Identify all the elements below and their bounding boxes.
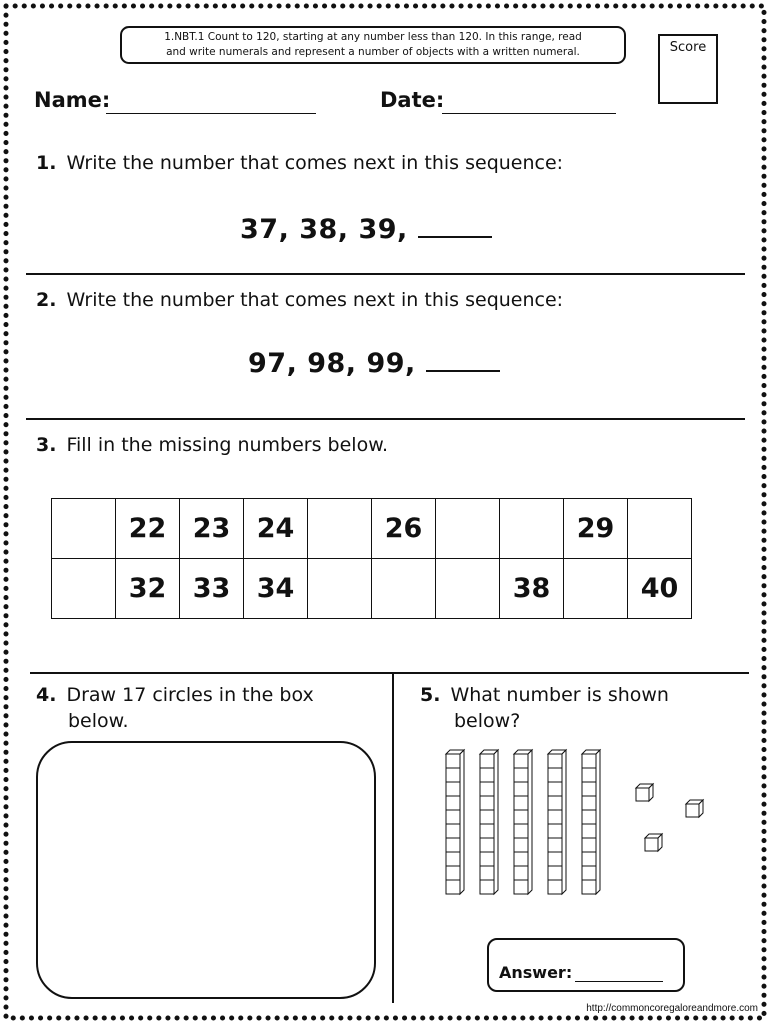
grid-cell[interactable]: [308, 559, 372, 619]
question-1: [36, 152, 563, 174]
sequence-numbers: 37, 38, 39,: [240, 214, 408, 245]
sequence-numbers: 97, 98, 99,: [248, 348, 416, 379]
question-text: Draw 17 circles in the box: [66, 684, 314, 706]
column-divider: [392, 673, 394, 1003]
question-2: [36, 289, 563, 311]
question-number: 4.: [36, 684, 57, 706]
question-text-cont: below.: [68, 710, 129, 732]
question-text: Fill in the missing numbers below.: [66, 434, 389, 456]
score-label: Score: [669, 40, 707, 55]
grid-cell: 24: [244, 499, 308, 559]
question-5: [420, 682, 669, 734]
tens-rod: [514, 750, 532, 894]
standard-line-1: 1.NBT.1 Count to 120, starting at any number less than 120. In this range, read: [164, 31, 582, 43]
question-text: Write the number that comes next in this sequence:: [66, 152, 564, 174]
tens-rod: [548, 750, 566, 894]
footer-url: http://commoncoregaloreandmore.com: [586, 1003, 758, 1014]
question-number: 1.: [36, 152, 57, 174]
grid-cell: 23: [180, 499, 244, 559]
grid-cell: 32: [116, 559, 180, 619]
tens-rod: [582, 750, 600, 894]
name-label: Name:: [34, 88, 111, 112]
grid-cell[interactable]: [628, 499, 692, 559]
question-number: 3.: [36, 434, 57, 456]
grid-row: [52, 559, 692, 619]
question-number: 5.: [420, 684, 441, 706]
standard-line-2: and write numerals and represent a number of objects with a written numeral.: [166, 46, 580, 58]
answer-blank[interactable]: [426, 350, 500, 372]
standard-box: [120, 26, 626, 64]
grid-cell[interactable]: [500, 499, 564, 559]
grid-cell[interactable]: [52, 499, 116, 559]
section-divider: [26, 273, 745, 275]
sequence-1: [240, 214, 492, 245]
date-label: Date:: [380, 88, 445, 112]
question-text: Write the number that comes next in this sequence:: [66, 289, 564, 311]
grid-cell: 26: [372, 499, 436, 559]
number-grid: [51, 498, 692, 619]
base-ten-blocks: [440, 748, 720, 908]
grid-cell: 40: [628, 559, 692, 619]
grid-cell[interactable]: [436, 499, 500, 559]
question-text: What number is shown: [450, 684, 669, 706]
grid-cell: 33: [180, 559, 244, 619]
section-divider: [26, 418, 745, 420]
grid-cell: 29: [564, 499, 628, 559]
grid-cell[interactable]: [308, 499, 372, 559]
name-field[interactable]: [106, 113, 316, 114]
grid-row: [52, 499, 692, 559]
question-number: 2.: [36, 289, 57, 311]
drawing-box[interactable]: [36, 741, 376, 999]
answer-blank[interactable]: [418, 216, 492, 238]
answer-field[interactable]: [575, 981, 663, 982]
tens-rod: [446, 750, 464, 894]
sequence-2: [248, 348, 500, 379]
answer-box: [487, 938, 685, 992]
grid-cell[interactable]: [564, 559, 628, 619]
grid-cell[interactable]: [436, 559, 500, 619]
answer-label: Answer:: [499, 963, 573, 982]
ones-cube: [636, 784, 653, 801]
ones-cube: [645, 834, 662, 851]
tens-rod: [480, 750, 498, 894]
grid-cell: 22: [116, 499, 180, 559]
section-divider: [30, 672, 749, 674]
ones-cube: [686, 800, 703, 817]
grid-cell[interactable]: [52, 559, 116, 619]
score-box: [658, 34, 718, 104]
question-4: [36, 682, 314, 734]
grid-cell: 34: [244, 559, 308, 619]
grid-cell: 38: [500, 559, 564, 619]
date-field[interactable]: [442, 113, 616, 114]
question-3: [36, 434, 388, 456]
question-text-cont: below?: [454, 710, 521, 732]
grid-cell[interactable]: [372, 559, 436, 619]
